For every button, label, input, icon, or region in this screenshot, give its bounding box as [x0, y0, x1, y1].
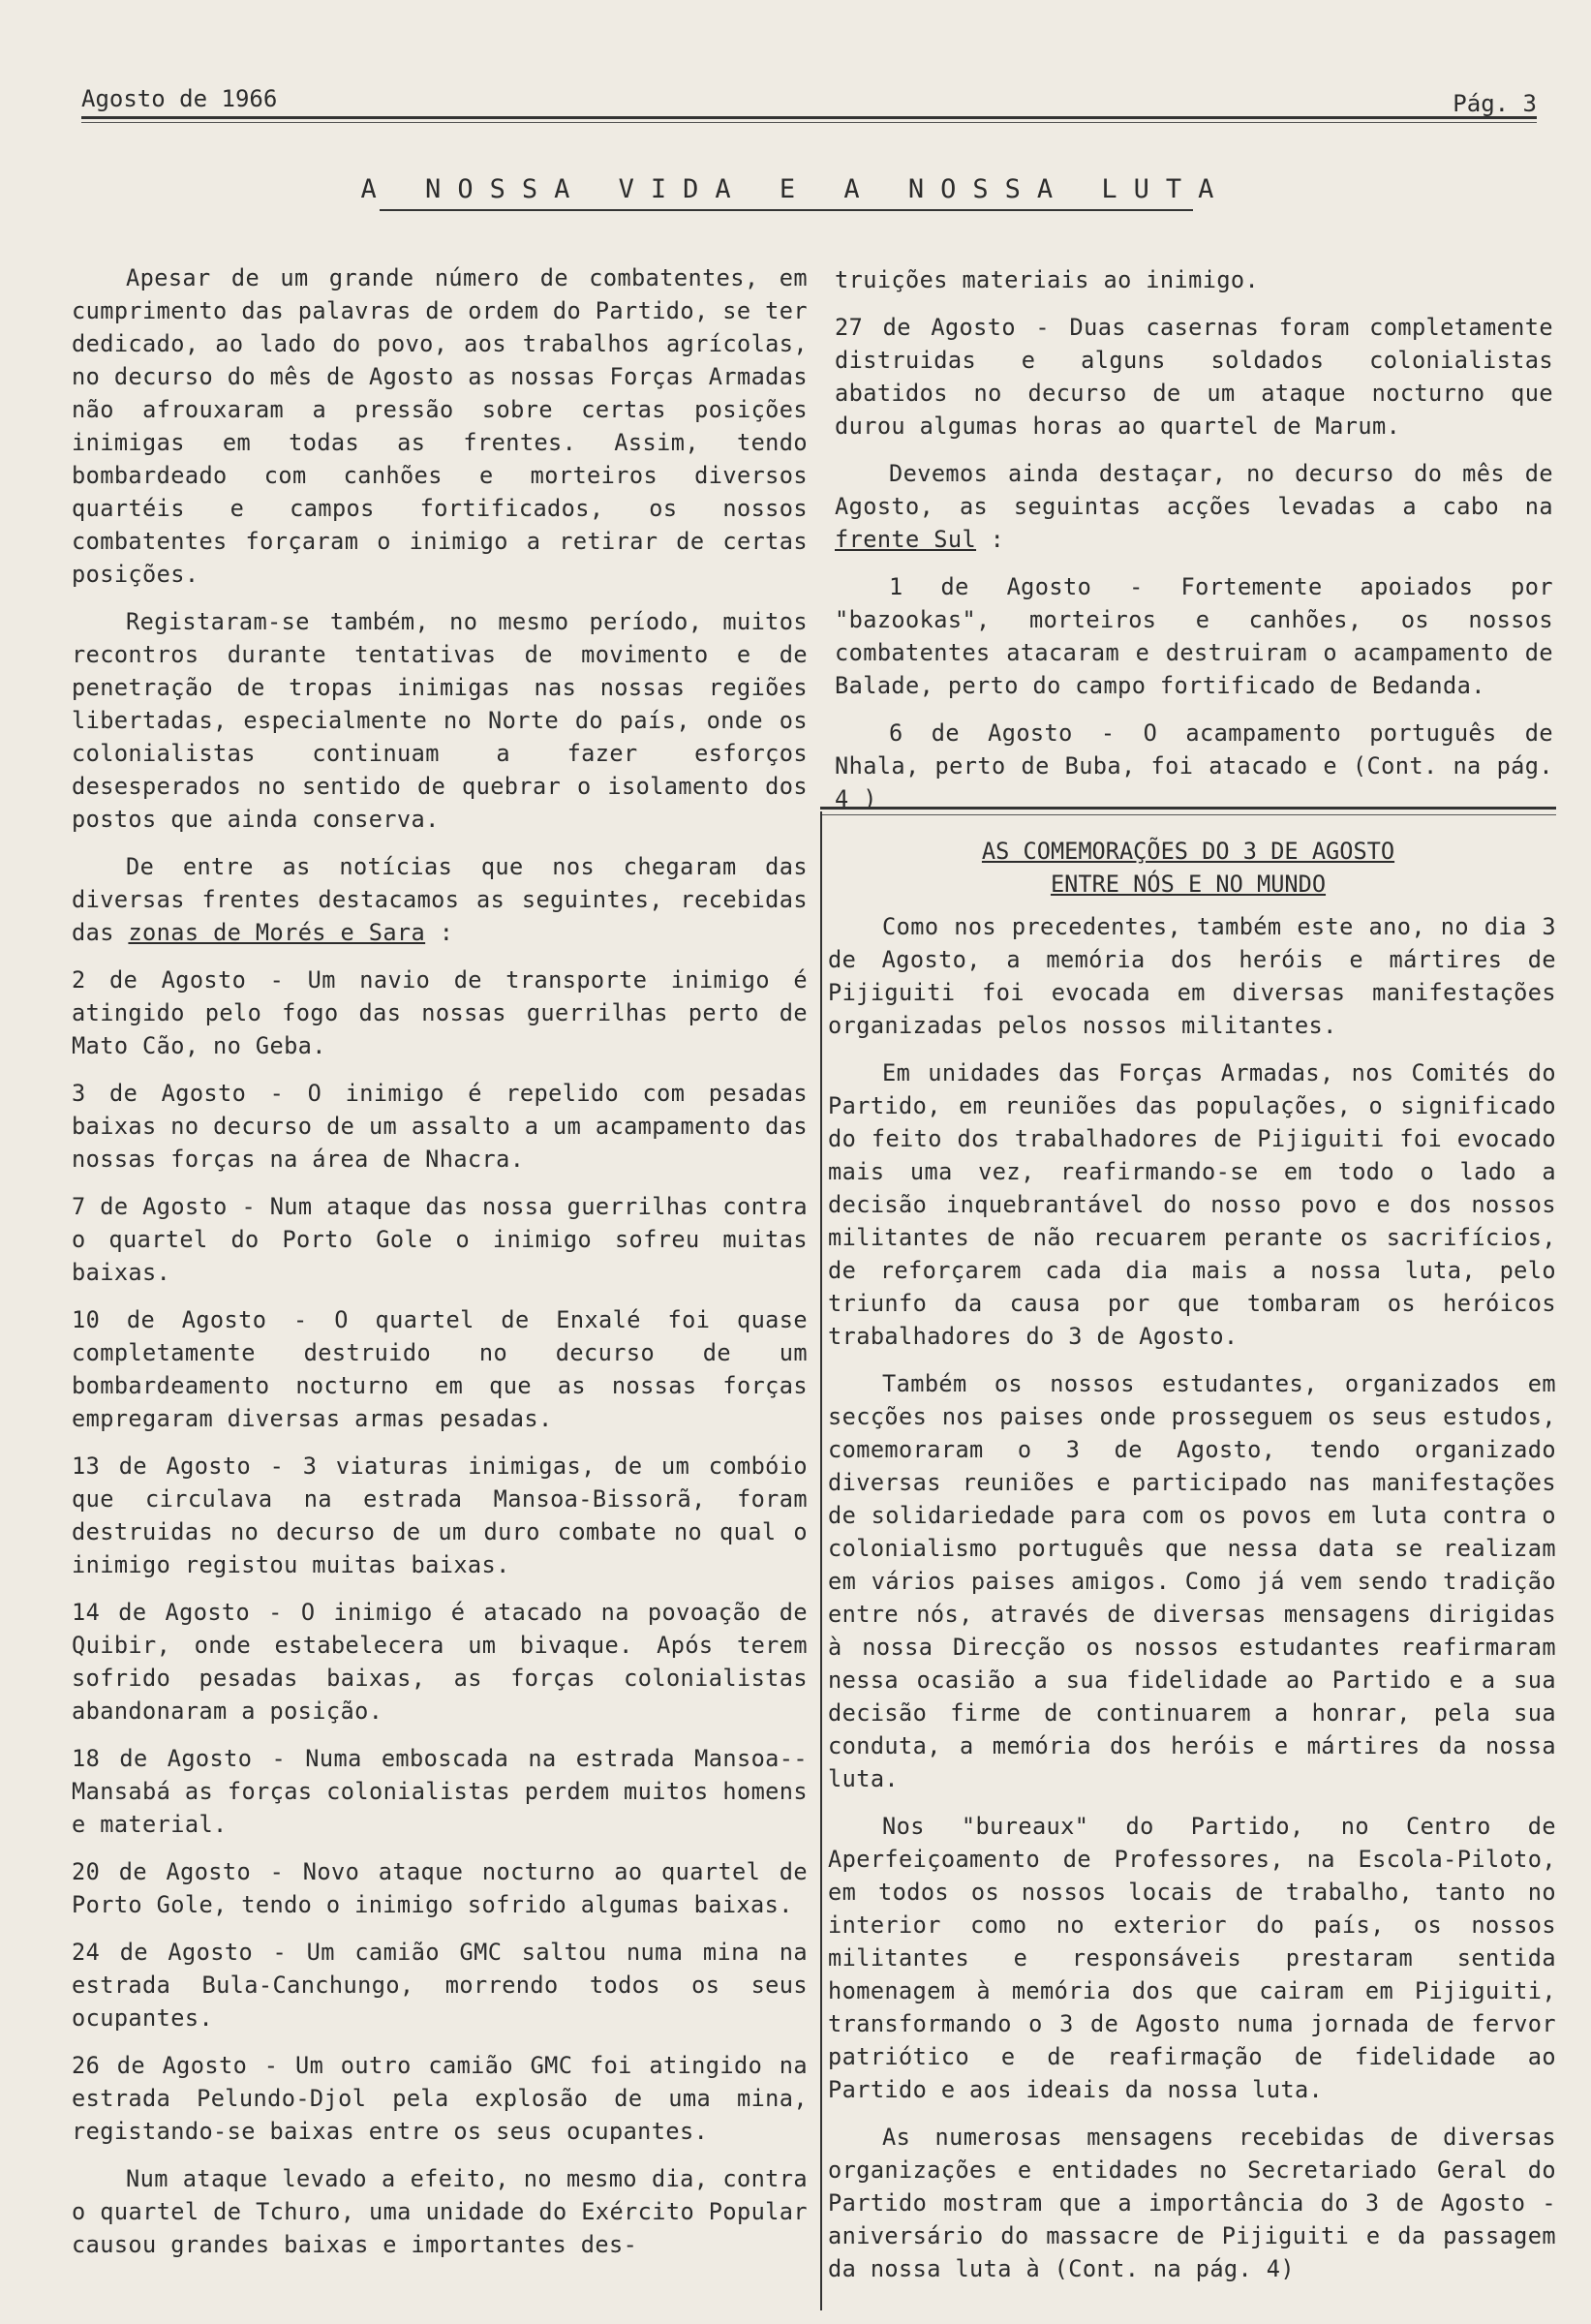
box-title-line-1: AS COMEMORAÇÕES DO 3 DE AGOSTO: [981, 838, 1395, 865]
article-paragraph: Em unidades das Forças Armadas, nos Comités do Partido, em reuniões das populações, o significado do feito dos trabalhadores de Pijiguiti foi evocado mais uma vez, reafirmando-se em todo o lado a decisão inquebrantável do nosso povo e dos nossos militantes de não recuarem perante os sacrifícios, de reforçarem cada dia mais a nossa luta, pelo triunfo da causa por que tombaram os heróicos trabalhadores do 3 de Agosto.: [828, 1059, 1556, 1350]
news-item: 1 de Agosto - Fortemente apoiados por "bazookas", morteiros e canhões, os nossos combatentes atacaram e destruiram o acampamento de Balade, perto do campo fortificado de Bedanda.: [835, 573, 1553, 699]
article-paragraph: Também os nossos estudantes, organizados em secções nos paises onde prosseguem os seus estudos, comemoraram o 3 de Agosto, tendo organizado diversas reuniões e participado nas manifestações de solidariedade para com os povos em luta contra o colonialismo português que nessa data se realizam em vários paises amigos. Como já vem sendo tradição entre nós, através de diversas mensagens dirigidas à nossa Direcção os nossos estudantes reafirmaram nessa ocasião a sua fidelidade ao Partido e a sua decisão firme de continuarem a honrar, pela sua conduta, a memória dos heróis e mártires da nossa luta.: [828, 1370, 1556, 1792]
title-underline: [380, 209, 1193, 211]
news-item: 13 de Agosto - 3 viaturas inimigas, de um combóio que circulava na estrada Mansoa-Bissorã, foram destruidas no decurso de um duro combate no qual o inimigo registou muitas baixas.: [72, 1452, 808, 1578]
left-column: [72, 261, 808, 2276]
header-rule: [81, 116, 1537, 119]
news-item: 26 de Agosto - Um outro camião GMC foi atingido na estrada Pelundo-Djol pela explosão de uma mina, registando-se baixas entre os seus ocupantes.: [72, 2052, 808, 2145]
box-title: [820, 835, 1556, 901]
left-paragraph: Num ataque levado a efeito, no mesmo dia, contra o quartel de Tchuro, uma unidade do Exército Popular causou grandes baixas e importantes des-: [72, 2165, 808, 2258]
header-date: Agosto de 1966: [81, 85, 278, 112]
box-left-rule: [820, 811, 822, 2310]
news-item: 3 de Agosto - O inimigo é repelido com pesadas baixas no decurso de um assalto a um acampamento das nossas forças na área de Nhacra.: [72, 1080, 808, 1173]
news-item: 7 de Agosto - Num ataque das nossa guerrilhas contra o quartel do Porto Gole o inimigo sofreu muitas baixas.: [72, 1193, 808, 1286]
page-title: A NOSSA VIDA E A NOSSA LUTA: [360, 174, 1231, 204]
box-title-line-2: ENTRE NÓS E NO MUNDO: [1050, 871, 1327, 898]
underlined-zones: zonas de Morés e Sara: [128, 919, 426, 946]
news-item: 14 de Agosto - O inimigo é atacado na povoação de Quibir, onde estabelecera um bivaque. Após terem sofrido pesadas baixas, as forças colonialistas abandonaram a posição.: [72, 1599, 808, 1725]
news-item: 6 de Agosto - O acampamento português de Nhala, perto de Buba, foi atacado e (Cont. na pág. 4 ): [835, 719, 1553, 812]
header-page-number: Pág. 3: [1453, 90, 1537, 117]
right-paragraph: truições materiais ao inimigo.: [835, 266, 1260, 293]
left-paragraph: Registaram-se também, no mesmo período, muitos recontros durante tentativas de movimento e de penetração de tropas inimigas nas nossas regiões libertadas, especialmente no Norte do país, onde os colonialistas continuam a fazer esforços desesperados no sentido de quebrar o isolamento dos postos que ainda conserva.: [72, 608, 808, 833]
article-paragraph: Como nos precedentes, também este ano, no dia 3 de Agosto, a memória dos heróis e mártires de Pijiguiti foi evocada em diversas manifestações organizadas pelos nossos militantes.: [828, 913, 1556, 1039]
right-paragraph: Devemos ainda destaçar, no decurso do mês de Agosto, as seguintas acções levadas a cabo na frente Sul :: [835, 460, 1553, 553]
box-top-rule: [820, 807, 1556, 810]
underlined-south-front: frente Sul: [835, 526, 977, 553]
right-column-top: [835, 263, 1553, 830]
news-item: 20 de Agosto - Novo ataque nocturno ao quartel de Porto Gole, tendo o inimigo sofrido algumas baixas.: [72, 1858, 808, 1918]
box-top-rule-thin: [820, 814, 1556, 815]
news-item: 24 de Agosto - Um camião GMC saltou numa mina na estrada Bula-Canchungo, morrendo todos os seus ocupantes.: [72, 1939, 808, 2032]
left-paragraph: De entre as notícias que nos chegaram das diversas frentes destacamos as seguintes, recebidas das zonas de Morés e Sara :: [72, 853, 808, 946]
news-item: 18 de Agosto - Numa emboscada na estrada Mansoa--Mansabá as forças colonialistas perdem muitos homens e material.: [72, 1745, 808, 1838]
news-item: 2 de Agosto - Um navio de transporte inimigo é atingido pelo fogo das nossas guerrilhas perto de Mato Cão, no Geba.: [72, 966, 808, 1059]
header-rule-thin: [81, 122, 1537, 123]
commemorations-article: [828, 910, 1556, 2300]
article-paragraph: Nos "bureaux" do Partido, no Centro de Aperfeiçoamento de Professores, na Escola-Piloto, em todos os nossos locais de trabalho, tanto no interior como no exterior do país, os nossos militantes e responsáveis prestaram sentida homenagem à memória dos que cairam em Pijiguiti, transformando o 3 de Agosto numa jornada de fervor patriótico e de reafirmação de fidelidade ao Partido e aos ideais da nossa luta.: [828, 1813, 1556, 2103]
news-item: 10 de Agosto - O quartel de Enxalé foi quase completamente destruido no decurso de um bombardeamento nocturno em que as nossas forças empregaram diversas armas pesadas.: [72, 1306, 808, 1432]
left-paragraph: Apesar de um grande número de combatentes, em cumprimento das palavras de ordem do Partido, se ter dedicado, ao lado do povo, aos trabalhos agrícolas, no decurso do mês de Agosto as nossas Forças Armadas não afrouxaram a pressão sobre certas posições inimigas em todas as frentes. Assim, tendo bombardeado com canhões e morteiros diversos quartéis e campos fortificados, os nossos combatentes forçaram o inimigo a retirar de certas posições.: [72, 264, 808, 588]
article-paragraph: As numerosas mensagens recebidas de diversas organizações e entidades no Secretariado Geral do Partido mostram que a importância do 3 de Agosto - aniversário do massacre de Pijiguiti e da passagem da nossa luta à (Cont. na pág. 4): [828, 2124, 1556, 2282]
news-item: 27 de Agosto - Duas casernas foram completamente distruidas e alguns soldados colonialistas abatidos no decurso de um ataque nocturno que durou algumas horas ao quartel de Marum.: [835, 314, 1553, 440]
